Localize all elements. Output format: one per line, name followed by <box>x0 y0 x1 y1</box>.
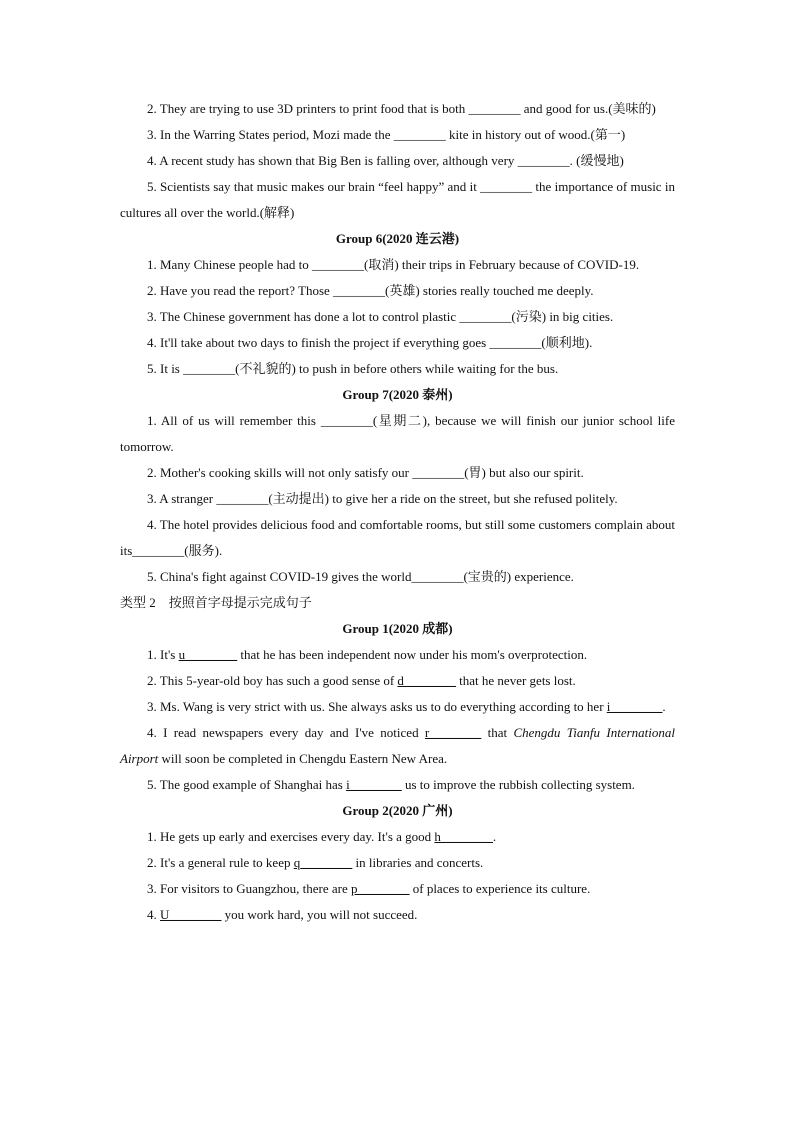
question-item: 5. China's fight against COVID-19 gives the world________(宝贵的) experience. <box>147 569 574 584</box>
answer-blank: h________ <box>434 829 493 844</box>
question-text: of places to experience its culture. <box>409 881 591 896</box>
question-item <box>120 668 675 694</box>
question-item <box>120 694 675 720</box>
answer-blank: i________ <box>606 699 663 714</box>
question-text: 2. It's a general rule to keep <box>147 855 294 870</box>
group-heading: Group 6(2020 连云港) <box>335 231 460 246</box>
answer-blank: u________ <box>178 647 238 662</box>
question-text: 3. Ms. Wang is very strict with us. She always asks us to do everything according to her <box>147 699 607 714</box>
answer-blank: d________ <box>397 673 456 688</box>
question-item: 5. It is ________(不礼貌的) to push in before others while waiting for the bus. <box>147 361 559 376</box>
question-text: . <box>662 699 666 714</box>
question-item: 1. All of us will remember this ________(星期二), because we will finish our junior school life tomorrow. <box>120 413 675 454</box>
question-item: 3. The Chinese government has done a lot to control plastic ________(污染) in big cities. <box>147 309 614 324</box>
question-item: 2. They are trying to use 3D printers to print food that is both ________ and good for us.(美味的) <box>147 101 656 116</box>
question-text: 1. It's <box>147 647 179 662</box>
question-text: 2. This 5-year-old boy has such a good sense of <box>147 673 398 688</box>
question-text: 3. For visitors to Guangzhou, there are <box>147 881 351 896</box>
group-heading: Group 2(2020 广州) <box>342 803 453 818</box>
question-text: . <box>492 829 497 844</box>
question-text: 1. He gets up early and exercises every day. It's a good <box>147 829 435 844</box>
question-item: 5. Scientists say that music makes our brain “feel happy” and it ________ the importance of music in cultures all over the world.(解释) <box>120 179 675 220</box>
group-heading: Group 7(2020 泰州) <box>342 387 453 402</box>
question-text: you work hard, you will not succeed. <box>221 907 418 922</box>
question-text: that he never gets lost. <box>455 673 576 688</box>
question-text: 4. I read newspapers every day and I've noticed <box>147 725 425 740</box>
question-text: that he has been independent now under his mom's overprotection. <box>237 647 588 662</box>
question-item: 3. A stranger ________(主动提出) to give her a ride on the street, but she refused politely. <box>147 491 618 506</box>
question-item: 3. In the Warring States period, Mozi made the ________ kite in history out of wood.(第一) <box>147 127 626 142</box>
question-item: 4. A recent study has shown that Big Ben is falling over, although very ________. (缓慢地) <box>147 153 624 168</box>
question-item <box>120 642 675 668</box>
question-text: will soon be completed in Chengdu Eastern New Area. <box>158 751 448 766</box>
question-item <box>120 824 675 850</box>
question-item <box>120 720 675 772</box>
answer-blank: r________ <box>424 725 482 740</box>
italic-term: Chengdu Tianfu International Airport <box>120 725 675 766</box>
answer-blank: i________ <box>346 777 402 792</box>
question-text: in libraries and concerts. <box>352 855 484 870</box>
question-text: 5. The good example of Shanghai has <box>147 777 347 792</box>
question-item: 2. Mother's cooking skills will not only satisfy our ________(胃) but also our spirit. <box>147 465 584 480</box>
section-heading: 类型 2 按照首字母提示完成句子 <box>120 595 312 610</box>
question-item <box>120 902 675 928</box>
question-item <box>120 876 675 902</box>
answer-blank: U________ <box>160 907 222 922</box>
question-item: 4. It'll take about two days to finish the project if everything goes ________(顺利地). <box>147 335 593 350</box>
question-item: 2. Have you read the report? Those ________(英雄) stories really touched me deeply. <box>147 283 594 298</box>
answer-blank: p________ <box>350 881 410 896</box>
worksheet-page <box>120 96 675 928</box>
question-text: us to improve the rubbish collecting system. <box>401 777 635 792</box>
question-item: 4. The hotel provides delicious food and comfortable rooms, but still some customers complain about its________(服务). <box>120 517 675 558</box>
answer-blank: q________ <box>293 855 353 870</box>
group-heading: Group 1(2020 成都) <box>342 621 453 636</box>
question-text: that <box>481 725 514 740</box>
question-item <box>120 850 675 876</box>
question-text: 4. <box>147 907 160 922</box>
question-item: 1. Many Chinese people had to ________(取消) their trips in February because of COVID-19. <box>147 257 640 272</box>
question-item <box>120 772 675 798</box>
